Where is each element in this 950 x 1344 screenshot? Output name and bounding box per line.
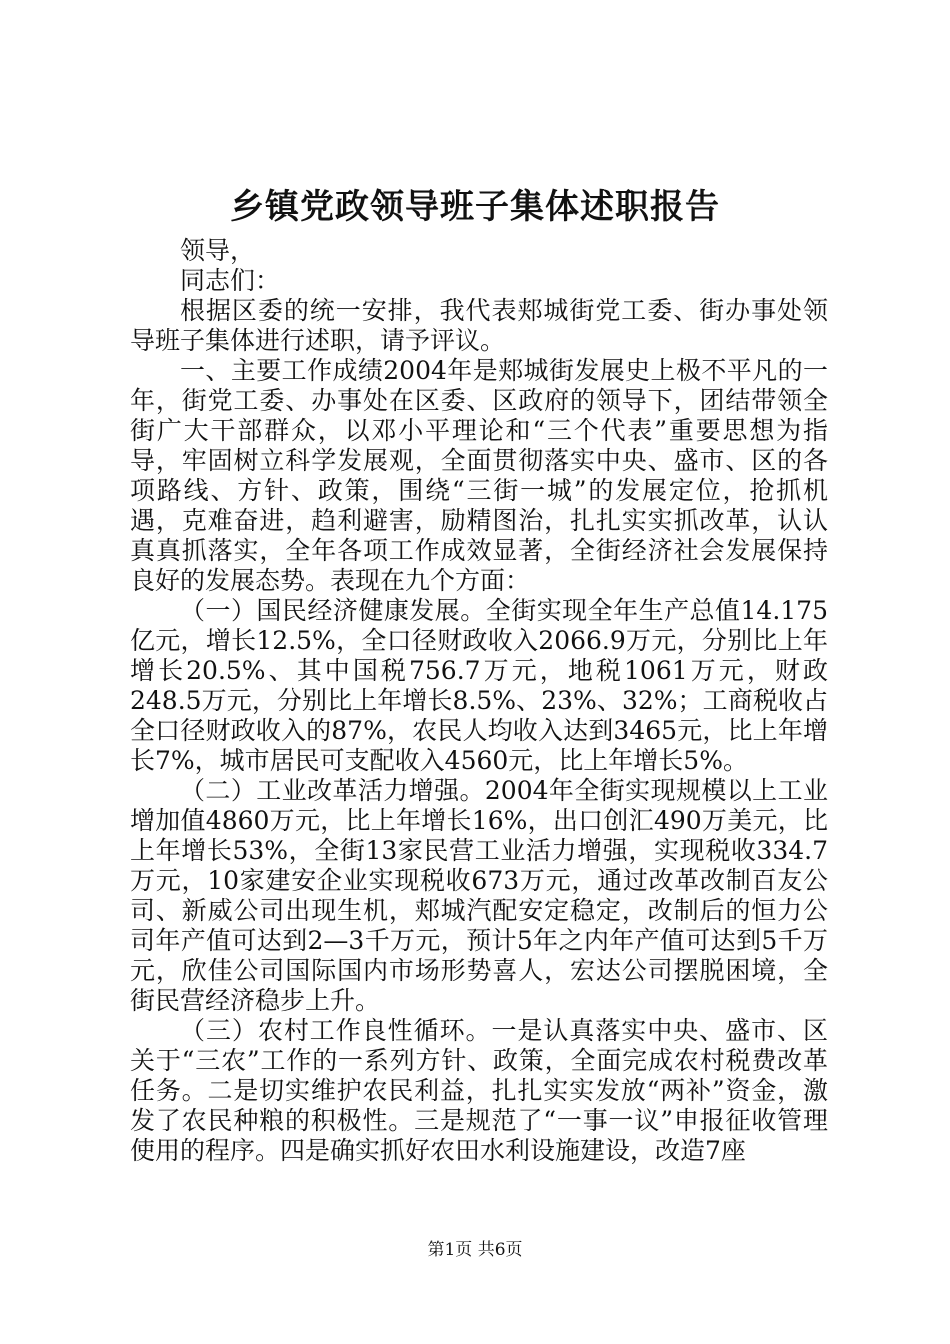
paragraph-industry: （二）工业改革活力增强。2004年全街实现规模以上工业增加值4860万元，比上年增长16%，出口创汇490万美元，比上年增长53%，全街13家民营工业活力增强，实现税收334.7万元，10家建安企业实现税收673万元，通过改革改制百友公司、新威公司出现生机，郏城汽配安定稳定，改制后的恒力公司年产值可达到2—3千万元，预计5年之内年产值可达到5千万元，欣佳公司国际国内市场形势喜人，宏达公司摆脱困境，全街民营经济稳步上升。 <box>130 776 828 1015</box>
salutation-leaders: 领导， <box>180 236 256 265</box>
document-body <box>130 236 828 1166</box>
paragraph-rural: （三）农村工作良性循环。一是认真落实中央、盛市、区关于“三农”工作的一系列方针、政策，全面完成农村税费改革任务。二是切实维护农民利益，扎扎实实发放“两补”资金，激发了农民种粮的积极性。三是规范了“一事一议”申报征收管理使用的程序。四是确实抓好农田水利设施建设，改造7座 <box>130 1016 828 1165</box>
page-number-footer: 第1页 共6页 <box>427 1240 523 1260</box>
paragraph-intro: 根据区委的统一安排，我代表郏城街党工委、街办事处领导班子集体进行述职，请予评议。 <box>130 296 828 355</box>
salutation-comrades: 同志们： <box>180 266 281 295</box>
document-title: 乡镇党政领导班子集体述职报告 <box>230 187 720 227</box>
paragraph-main-achievements: 一、主要工作成绩2004年是郏城街发展史上极不平凡的一年，街党工委、办事处在区委、区政府的领导下，团结带领全街广大干部群众，以邓小平理论和“三个代表”重要思想为指导，牢固树立科学发展观，全面贯彻落实中央、盛市、区的各项路线、方针、政策，围绕“三街一城”的发展定位，抢抓机遇，克难奋进，趋利避害，励精图治，扎扎实实抓改革，认认真真抓落实，全年各项工作成效显著，全街经济社会发展保持良好的发展态势。表现在九个方面： <box>130 356 828 595</box>
paragraph-economy: （一）国民经济健康发展。全街实现全年生产总值14.175亿元，增长12.5%，全口径财政收入2066.9万元，分别比上年增长20.5%、其中国税756.7万元，地税1061万元，财政248.5万元，分别比上年增长8.5%、23%、32%；工商税收占全口径财政收入的87%，农民人均收入达到3465元，比上年增长7%，城市居民可支配收入4560元，比上年增长5%。 <box>130 596 828 775</box>
